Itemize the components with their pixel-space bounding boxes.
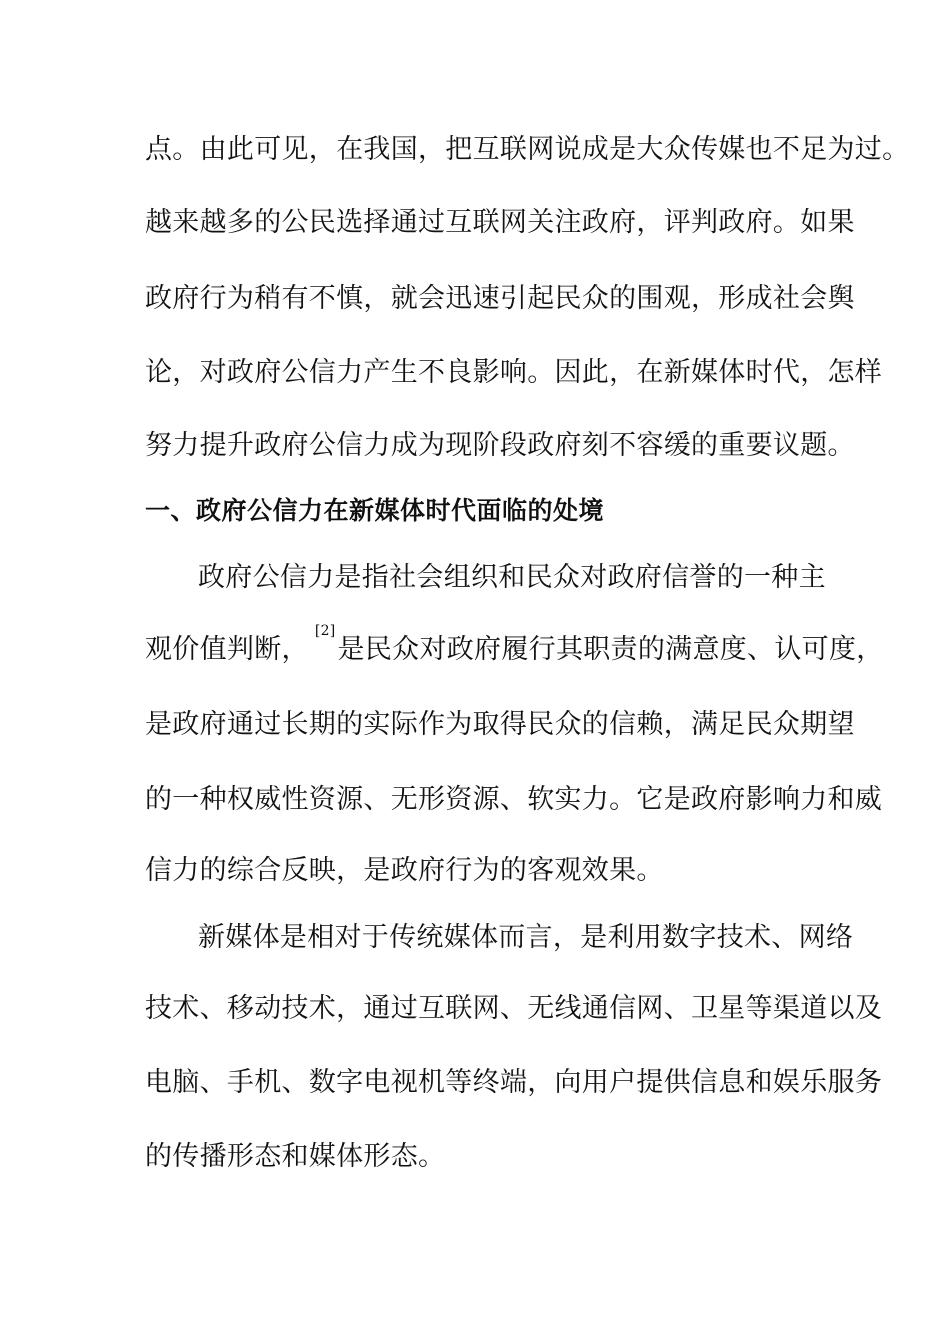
- paragraph-1-line-2: 越来越多的公民选择通过互联网关注政府，评判政府。如果: [145, 207, 855, 238]
- paragraph-1-line-3: 政府行为稍有不慎，就会迅速引起民众的围观，形成社会舆: [145, 283, 855, 314]
- paragraph-2-line-5: 信力的综合反映，是政府行为的客观效果。: [145, 855, 664, 886]
- paragraph-3-line-4: 的传播形态和媒体形态。: [145, 1141, 446, 1172]
- paragraph-2-line-3: 是政府通过长期的实际作为取得民众的信赖，满足民众期望: [145, 709, 855, 740]
- paragraph-2-line-2-text-a: 观价值判断，: [145, 634, 309, 665]
- citation-reference: [2]: [314, 623, 336, 639]
- section-heading: 一、政府公信力在新媒体时代面临的处境: [145, 496, 605, 525]
- paragraph-3-line-1: 新媒体是相对于传统媒体而言，是利用数字技术、网络: [198, 922, 854, 953]
- paragraph-1-line-5: 努力提升政府公信力成为现阶段政府刻不容缓的重要议题。: [145, 430, 855, 461]
- paragraph-3-line-2: 技术、移动技术，通过互联网、无线通信网、卫星等渠道以及: [145, 993, 883, 1024]
- paragraph-2-line-2-text-b: 是民众对政府履行其职责的满意度、认可度，: [337, 634, 884, 665]
- paragraph-2-line-1: 政府公信力是指社会组织和民众对政府信誉的一种主: [198, 562, 826, 593]
- paragraph-2-line-2: [145, 623, 884, 670]
- paragraph-2-line-4: 的一种权威性资源、无形资源、软实力。它是政府影响力和威: [145, 784, 883, 815]
- paragraph-3-line-3: 电脑、手机、数字电视机等终端，向用户提供信息和娱乐服务: [145, 1067, 883, 1098]
- paragraph-1-line-1: 点。由此可见，在我国，把互联网说成是大众传媒也不足为过。: [145, 134, 910, 165]
- paragraph-1-line-4: 论，对政府公信力产生不良影响。因此，在新媒体时代，怎样: [145, 357, 883, 388]
